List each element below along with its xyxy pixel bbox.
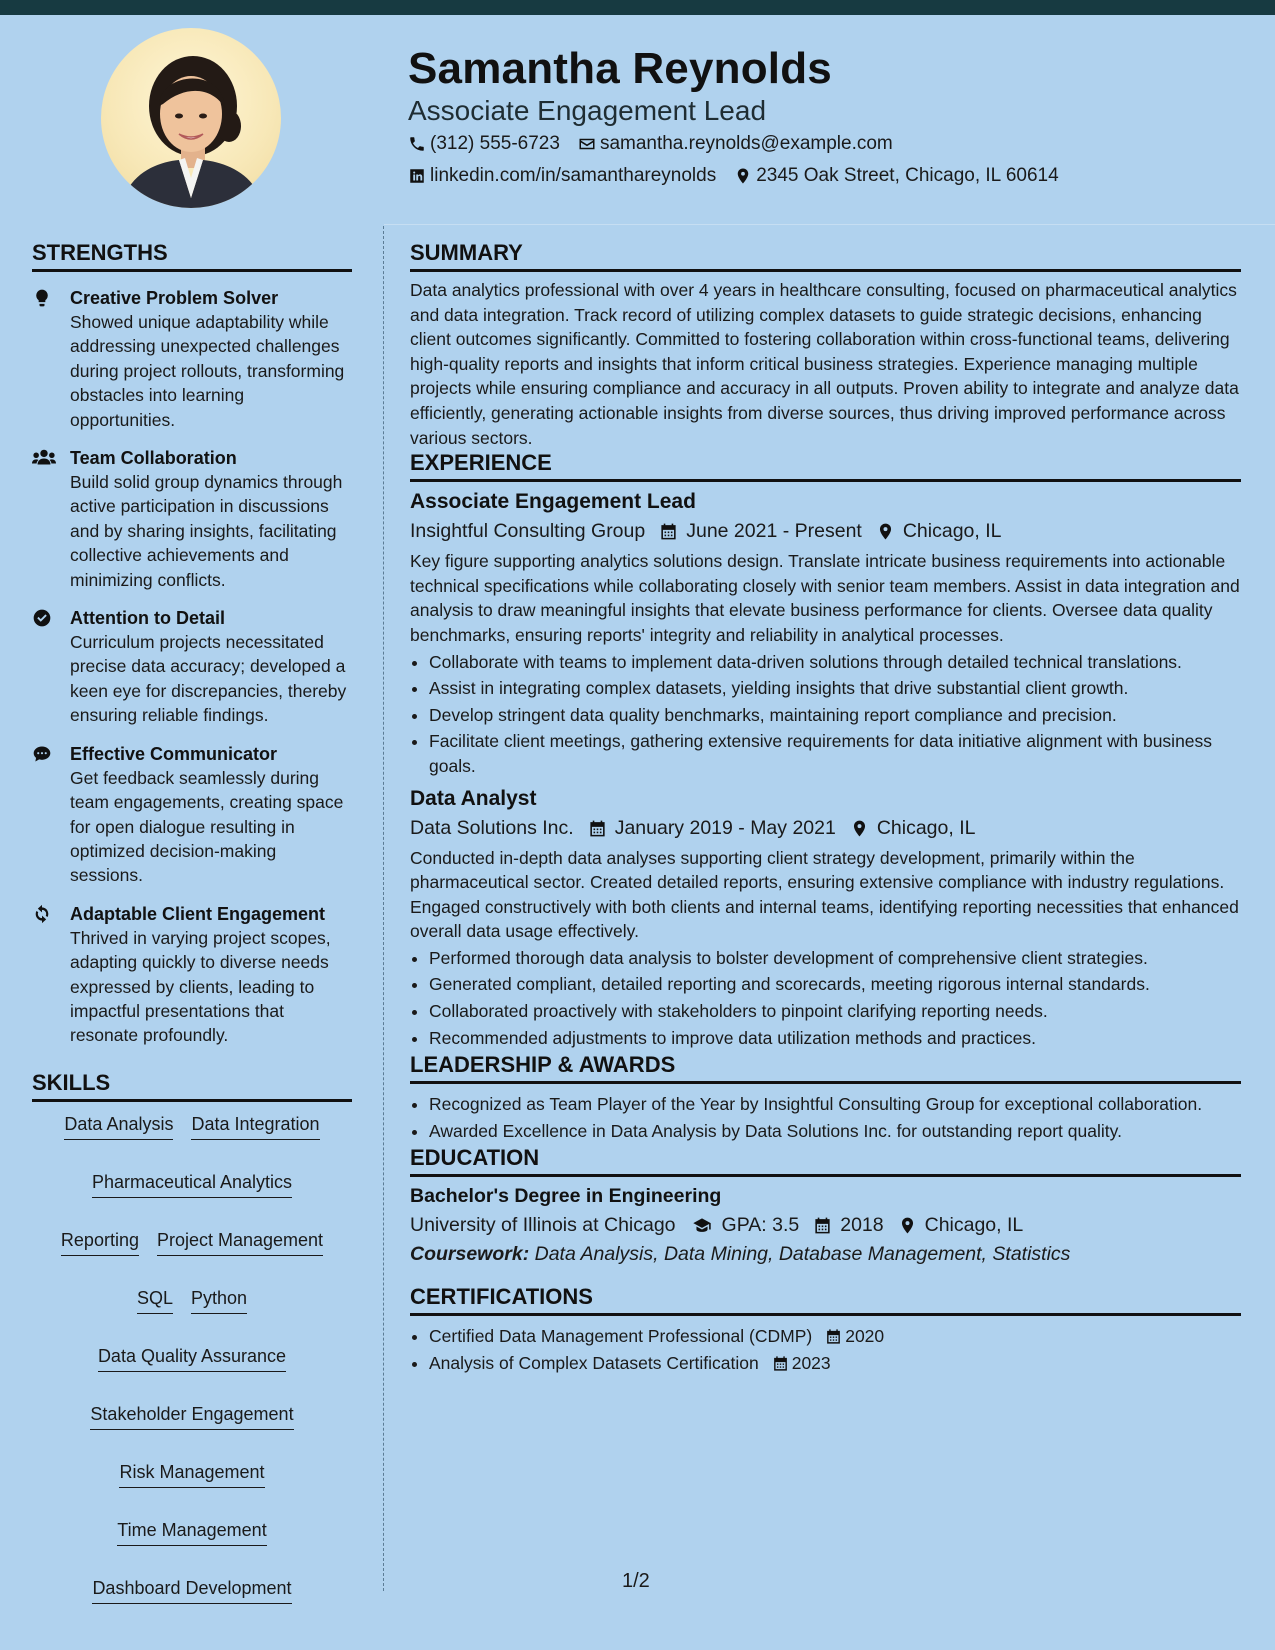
map-pin-icon <box>898 1216 917 1235</box>
strength-desc: Thrived in varying project scopes, adapting quickly to diverse needs expressed by clients, leading to impactful presentations that resonate profoundly. <box>70 927 331 1046</box>
calendar-icon <box>772 1355 789 1372</box>
linkedin-text: linkedin.com/in/samanthareynolds <box>430 165 717 186</box>
cert-year: 2023 <box>791 1353 831 1374</box>
job-entry <box>410 787 1241 1051</box>
coursework <box>410 1243 1241 1266</box>
job-title: Data Analyst <box>410 786 537 810</box>
job-company: Insightful Consulting Group <box>410 520 646 543</box>
envelope-icon <box>578 135 596 153</box>
certifications-heading: CERTIFICATIONS <box>410 1284 1241 1316</box>
phone-text: (312) 555-6723 <box>430 133 560 154</box>
column-divider <box>383 226 384 1591</box>
job-company: Data Solutions Inc. <box>410 816 574 839</box>
list-item: • Collaborate with teams to implement data-driven solutions through detailed technical translations. <box>429 650 1241 675</box>
list-item: • Assist in integrating complex datasets, yielding insights that drive substantial client growth. <box>429 676 1241 701</box>
phone-icon <box>408 135 426 153</box>
job-location: Chicago, IL <box>876 816 976 839</box>
check-circle-icon <box>32 608 52 628</box>
job-meta <box>410 520 1241 543</box>
skill-tag: Risk Management <box>119 1460 264 1488</box>
strengths-list <box>32 286 352 1048</box>
contact-row-1 <box>408 133 911 155</box>
page-indicator: 1/2 <box>622 1570 650 1592</box>
contact-linkedin[interactable] <box>408 165 716 187</box>
coursework-label: Coursework: <box>410 1243 530 1266</box>
certifications-list <box>410 1324 1241 1375</box>
strength-desc: Get feedback seamlessly during team engagements, creating space for open dialogue resulting in optimized decision-making sessions. <box>70 767 344 886</box>
map-pin-icon <box>876 522 895 541</box>
leadership-list <box>410 1092 1241 1143</box>
job-description: Key figure supporting analytics solutions design. Translate intricate business requirements into actionable technical specifications while collaborating closely with senior team members. Assist in data integration and analysis to draw meaningful insights that elevate business performance for clients. Oversee data quality benchmarks, ensuring reports' integrity and reliability in analytical processes. <box>410 551 1240 645</box>
strength-title: Team Collaboration <box>70 448 237 469</box>
job-bullets <box>410 650 1241 779</box>
email-text: samantha.reynolds@example.com <box>599 133 893 154</box>
strength-desc: Build solid group dynamics through active participation in discussions and by sharing insights, facilitating collective achievements and minimizing conflicts. <box>70 472 343 590</box>
strength-item <box>32 606 352 728</box>
list-item: • Performed thorough data analysis to bolster development of comprehensive client strategies. <box>429 946 1241 971</box>
chat-bubble-icon <box>32 744 52 764</box>
list-item: • Facilitate client meetings, gathering extensive requirements for data initiative alignment with business goals. <box>429 729 1241 778</box>
graduation-year: 2018 <box>840 1214 884 1237</box>
list-item: • Recommended adjustments to improve data utilization methods and practices. <box>429 1026 1241 1051</box>
job-meta <box>410 817 1241 840</box>
address-text: 2345 Oak Street, Chicago, IL 60614 <box>756 165 1059 186</box>
skill-tag: Time Management <box>117 1518 266 1546</box>
avatar-illustration <box>101 28 281 208</box>
strength-title: Attention to Detail <box>70 608 225 629</box>
skill-tag: Data Integration <box>191 1112 319 1140</box>
cert-name: • Analysis of Complex Datasets Certification <box>429 1353 759 1374</box>
cert-year: 2020 <box>845 1326 885 1347</box>
education-meta <box>410 1214 1241 1237</box>
skill-tag: Stakeholder Engagement <box>90 1402 293 1430</box>
strength-item <box>32 742 352 888</box>
strength-title: Effective Communicator <box>70 743 278 764</box>
calendar-icon <box>588 819 607 838</box>
summary-heading: SUMMARY <box>410 240 1241 272</box>
job-entry <box>410 490 1241 778</box>
strengths-heading: STRENGTHS <box>32 240 352 272</box>
skill-tag: Python <box>191 1286 247 1314</box>
list-item: • Awarded Excellence in Data Analysis by Data Solutions Inc. for outstanding report quality. <box>429 1119 1241 1144</box>
strength-item <box>32 902 352 1048</box>
strength-desc: Showed unique adaptability while addressing unexpected challenges during project rollouts, transforming obstacles into learning opportunities. <box>70 312 345 430</box>
list-item <box>429 1324 1241 1349</box>
summary-text: Data analytics professional with over 4 years in healthcare consulting, focused on pharmaceutical analytics and data integration. Track record of utilizing complex datasets to guide strategic decisions, enhancing client outcomes significantly. Committed to fostering collaboration within cross-functional teams, delivering high-quality reports and insights that inform critical business strategies. Experience managing multiple projects while ensuring compliance and accuracy in all outputs. Proven ability to integrate and analyze data efficiently, generating actionable insights from diverse sources, thus driving improved performance across various sectors. <box>410 280 1239 448</box>
strength-item <box>32 446 352 592</box>
list-item <box>429 1351 1241 1376</box>
gpa-text: GPA: 3.5 <box>721 1214 800 1237</box>
skill-tag: Data Analysis <box>64 1112 173 1140</box>
experience-heading: EXPERIENCE <box>410 450 1241 482</box>
linkedin-icon <box>408 167 426 185</box>
skill-tag: Pharmaceutical Analytics <box>92 1170 292 1198</box>
profile-photo <box>101 28 281 208</box>
job-location: Chicago, IL <box>902 520 1002 543</box>
education-heading: EDUCATION <box>410 1145 1241 1177</box>
strength-title: Creative Problem Solver <box>70 288 279 308</box>
left-column <box>32 240 352 1604</box>
calendar-icon <box>659 522 678 541</box>
header-divider <box>384 224 1275 225</box>
sync-icon <box>32 904 52 924</box>
degree-title: Bachelor's Degree in Engineering <box>410 1185 722 1208</box>
lightbulb-icon <box>32 288 52 308</box>
graduation-cap-icon <box>690 1216 714 1235</box>
job-description: Conducted in-depth data analyses supporting client strategy development, primarily within the pharmaceutical sector. Created detailed reports, ensuring extensive compliance with industry regulations. Engaged constructively with both clients and internal teams, identifying reporting necessities that enhanced overall data usage effectively. <box>410 847 1239 942</box>
job-dates: January 2019 - May 2021 <box>614 816 836 839</box>
strength-desc: Curriculum projects necessitated precise data accuracy; developed a keen eye for discrepancies, thereby ensuring reliable findings. <box>70 632 347 726</box>
candidate-name: Samantha Reynolds <box>408 44 832 93</box>
skill-tag: Reporting <box>61 1228 139 1256</box>
school-name: University of Illinois at Chicago <box>410 1214 676 1237</box>
skills-heading: SKILLS <box>32 1070 352 1102</box>
skills-list <box>32 1112 352 1604</box>
coursework-text: Data Analysis, Data Mining, Database Management, Statistics <box>534 1243 1071 1266</box>
contact-phone[interactable] <box>408 133 560 155</box>
calendar-icon <box>813 1216 832 1235</box>
list-item: • Develop stringent data quality benchmarks, maintaining report compliance and precision. <box>429 703 1241 728</box>
map-pin-icon <box>734 167 752 185</box>
list-item: • Generated compliant, detailed reporting and scorecards, meeting rigorous internal standards. <box>429 972 1241 997</box>
skill-tag: Data Quality Assurance <box>98 1344 286 1372</box>
list-item: • Recognized as Team Player of the Year by Insightful Consulting Group for exceptional collaboration. <box>429 1092 1241 1117</box>
users-icon <box>32 448 56 468</box>
contact-email[interactable] <box>578 133 893 155</box>
skill-tag: Dashboard Development <box>92 1576 291 1604</box>
skill-tag: SQL <box>137 1286 173 1314</box>
right-column <box>410 240 1241 1378</box>
job-dates: June 2021 - Present <box>686 520 862 543</box>
cert-name: • Certified Data Management Professional (CDMP) <box>429 1326 813 1347</box>
skill-tag: Project Management <box>157 1228 323 1256</box>
leadership-heading: LEADERSHIP & AWARDS <box>410 1052 1241 1084</box>
school-location: Chicago, IL <box>924 1214 1024 1237</box>
candidate-role: Associate Engagement Lead <box>408 95 767 126</box>
map-pin-icon <box>850 819 869 838</box>
contact-row-2 <box>408 165 1077 187</box>
top-accent-bar <box>0 0 1275 15</box>
strength-item <box>32 286 352 432</box>
calendar-icon <box>825 1328 842 1345</box>
job-title: Associate Engagement Lead <box>410 490 696 514</box>
list-item: • Collaborated proactively with stakeholders to pinpoint clarifying reporting needs. <box>429 999 1241 1024</box>
contact-address <box>734 165 1058 187</box>
job-bullets <box>410 946 1241 1050</box>
strength-title: Adaptable Client Engagement <box>70 903 326 924</box>
